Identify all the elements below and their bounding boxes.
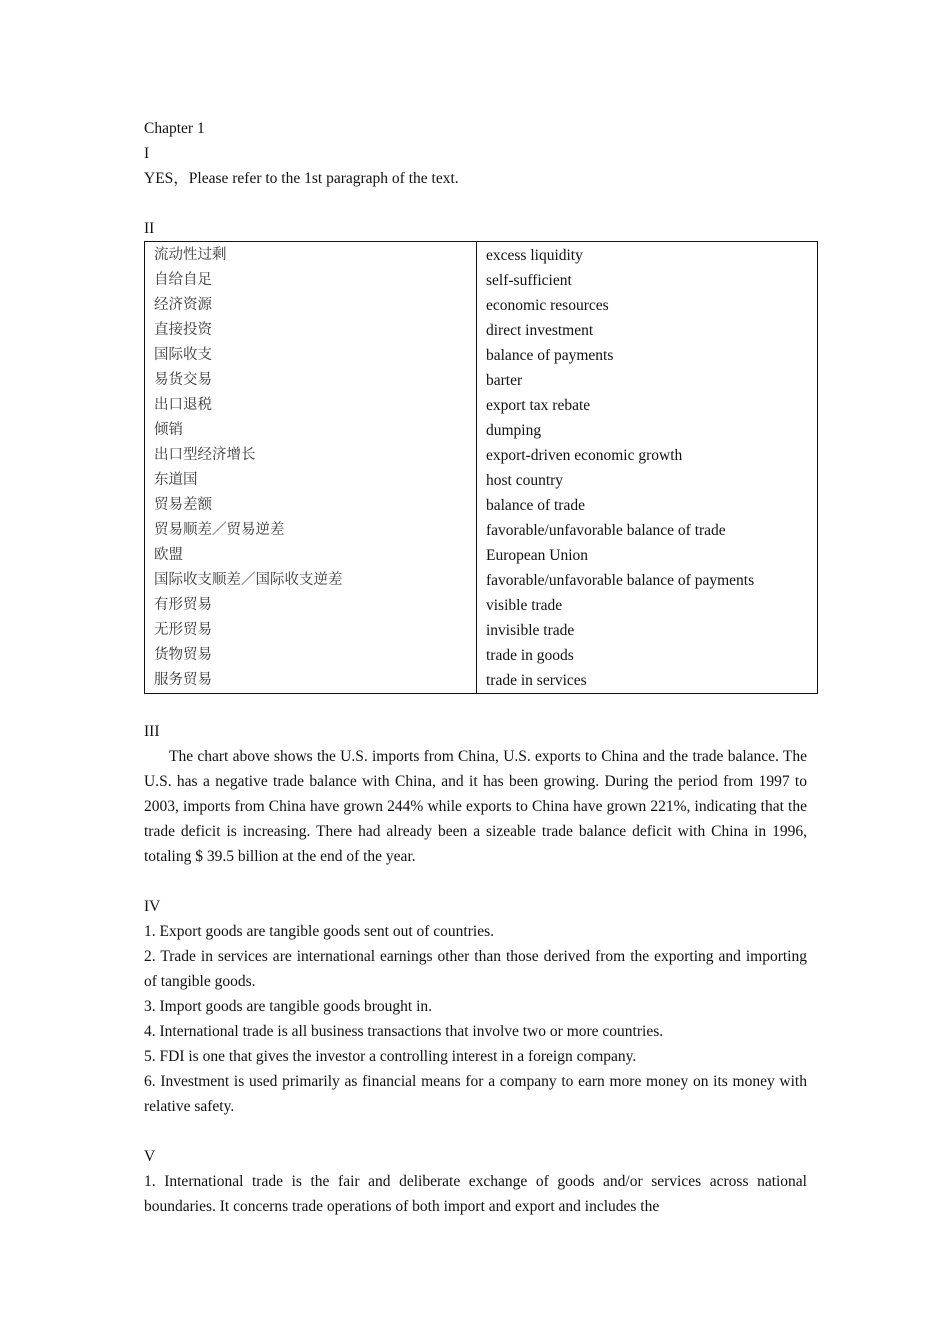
term-english: dumping bbox=[486, 422, 542, 439]
term-row bbox=[145, 268, 818, 293]
term-row bbox=[145, 343, 818, 368]
term-english: balance of payments bbox=[486, 347, 614, 364]
term-row bbox=[145, 668, 818, 694]
term-chinese: 流动性过剩 bbox=[145, 242, 477, 269]
term-english: barter bbox=[486, 372, 523, 389]
term-row bbox=[145, 518, 818, 543]
term-chinese: 倾销 bbox=[145, 418, 477, 443]
term-chinese: 贸易差额 bbox=[145, 493, 477, 518]
term-english: balance of trade bbox=[486, 497, 585, 514]
term-chinese: 国际收支 bbox=[145, 343, 477, 368]
term-row bbox=[145, 443, 818, 468]
term-row bbox=[145, 242, 818, 269]
term-chinese: 东道国 bbox=[145, 468, 477, 493]
term-row bbox=[145, 618, 818, 643]
term-chinese: 货物贸易 bbox=[145, 643, 477, 668]
term-english: favorable/unfavorable balance of payments bbox=[486, 572, 755, 589]
term-row bbox=[145, 468, 818, 493]
term-row bbox=[145, 418, 818, 443]
term-english: invisible trade bbox=[486, 622, 575, 639]
term-row bbox=[145, 568, 818, 593]
term-chinese: 有形贸易 bbox=[145, 593, 477, 618]
term-row bbox=[145, 368, 818, 393]
section-iv-item: 4. International trade is all business transactions that involve two or more countries. bbox=[144, 1023, 664, 1040]
term-chinese: 易货交易 bbox=[145, 368, 477, 393]
spacer bbox=[144, 1119, 807, 1144]
term-row bbox=[145, 593, 818, 618]
term-chinese: 直接投资 bbox=[145, 318, 477, 343]
spacer bbox=[144, 869, 807, 894]
document-page bbox=[144, 116, 807, 1219]
section-iii-paragraph: The chart above shows the U.S. imports from China, U.S. exports to China and the trade balance. The U.S. has a negative trade balance with China, and it has been growing. During the period from 1997 to 2003, imports from China have grown 244% while exports to China have grown 221%, indicating that the trade deficit is increasing. There had already been a sizeable trade balance deficit with China in 1996, totaling $ 39.5 billion at the end of the year. bbox=[144, 748, 807, 865]
section-iv-heading: IV bbox=[144, 898, 161, 915]
term-english: visible trade bbox=[486, 597, 563, 614]
term-english: self-sufficient bbox=[486, 272, 572, 289]
term-chinese: 贸易顺差／贸易逆差 bbox=[145, 518, 477, 543]
section-ii-heading: II bbox=[144, 220, 155, 237]
term-chinese: 自给自足 bbox=[145, 268, 477, 293]
term-english: European Union bbox=[486, 547, 589, 564]
section-v-heading: V bbox=[144, 1148, 156, 1165]
term-chinese: 无形贸易 bbox=[145, 618, 477, 643]
term-english: trade in goods bbox=[486, 647, 574, 664]
term-english: host country bbox=[486, 472, 564, 489]
term-row bbox=[145, 293, 818, 318]
term-english: export tax rebate bbox=[486, 397, 591, 414]
term-chinese: 经济资源 bbox=[145, 293, 477, 318]
term-english: direct investment bbox=[486, 322, 594, 339]
terms-table-body bbox=[145, 242, 818, 694]
spacer bbox=[144, 694, 807, 719]
section-iii-heading: III bbox=[144, 723, 160, 740]
term-english: export-driven economic growth bbox=[486, 447, 683, 464]
term-row bbox=[145, 318, 818, 343]
term-chinese: 服务贸易 bbox=[145, 668, 477, 694]
spacer bbox=[144, 191, 807, 216]
section-i-answer: YES，Please refer to the 1st paragraph of the text. bbox=[144, 170, 459, 187]
term-chinese: 欧盟 bbox=[145, 543, 477, 568]
section-iv-item: 3. Import goods are tangible goods brought in. bbox=[144, 998, 432, 1015]
term-chinese: 出口退税 bbox=[145, 393, 477, 418]
term-english: excess liquidity bbox=[486, 247, 583, 264]
term-row bbox=[145, 393, 818, 418]
chapter-title: Chapter 1 bbox=[144, 120, 205, 137]
term-chinese: 出口型经济增长 bbox=[145, 443, 477, 468]
section-v-item: 1. International trade is the fair and deliberate exchange of goods and/or services across national boundaries. It concerns trade operations of both import and export and includes the bbox=[144, 1173, 807, 1215]
section-iv-item: 6. Investment is used primarily as financial means for a company to earn more money on its money with relative safety. bbox=[144, 1073, 807, 1115]
section-iv-item: 2. Trade in services are international earnings other than those derived from the exporting and importing of tangible goods. bbox=[144, 948, 807, 990]
term-chinese: 国际收支顺差／国际收支逆差 bbox=[145, 568, 477, 593]
section-i-heading: I bbox=[144, 145, 150, 162]
section-iv-item: 1. Export goods are tangible goods sent out of countries. bbox=[144, 923, 494, 940]
section-iv-item: 5. FDI is one that gives the investor a controlling interest in a foreign company. bbox=[144, 1048, 637, 1065]
term-row bbox=[145, 643, 818, 668]
term-english: trade in services bbox=[486, 672, 587, 689]
terms-table bbox=[144, 241, 818, 694]
term-row bbox=[145, 543, 818, 568]
term-english: economic resources bbox=[486, 297, 609, 314]
term-english: favorable/unfavorable balance of trade bbox=[486, 522, 726, 539]
term-row bbox=[145, 493, 818, 518]
